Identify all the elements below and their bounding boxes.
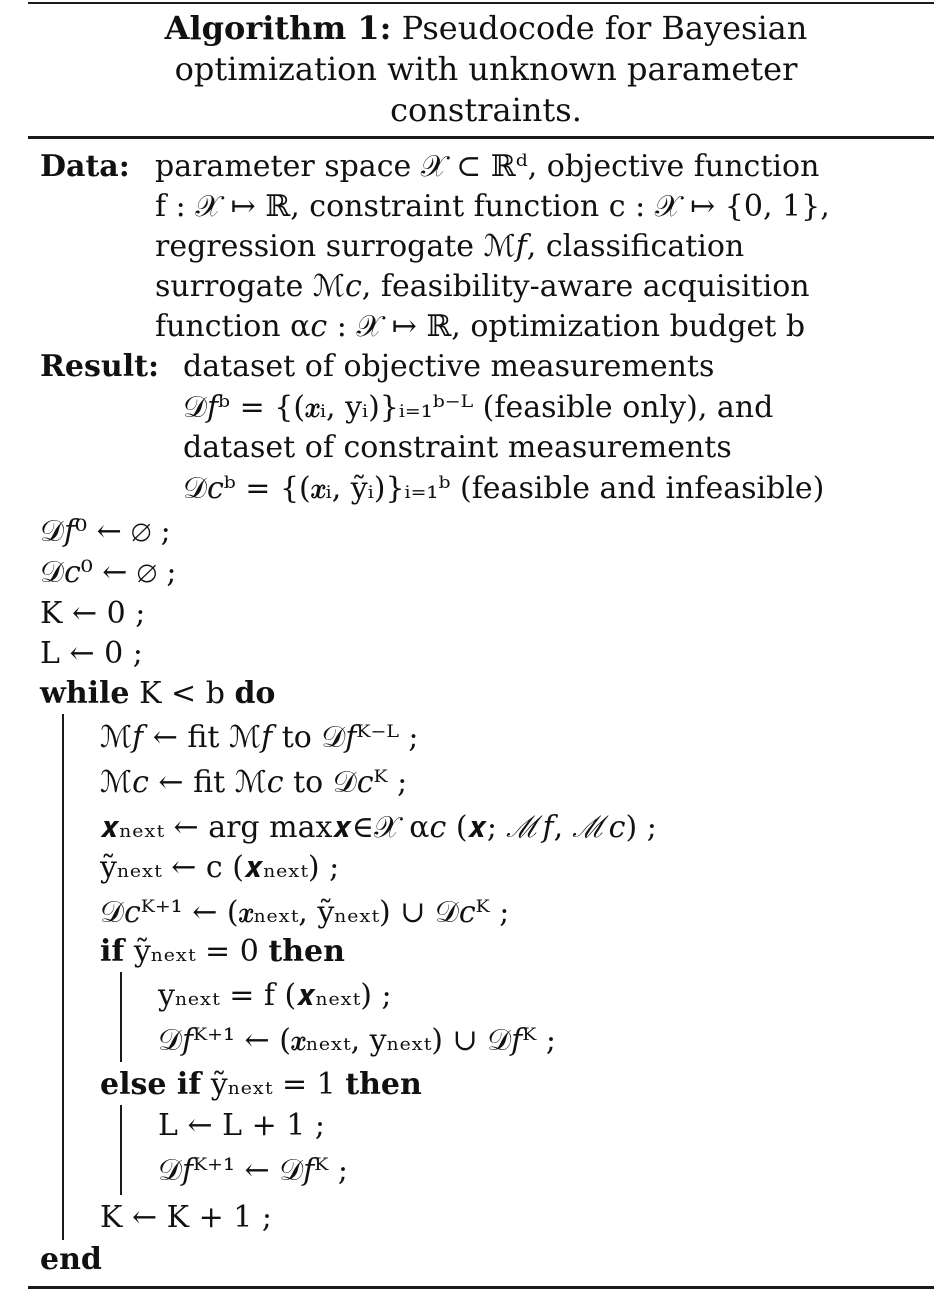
- algorithm-label: Algorithm 1:: [164, 9, 392, 47]
- elseif-line-1: L ← L + 1 ;: [158, 1108, 325, 1143]
- init-line-3: K ← 0 ;: [40, 596, 146, 631]
- init-line-2: 𝒟𝑐⁰ ← ∅ ;: [40, 555, 177, 590]
- init-line-4: L ← 0 ;: [40, 636, 143, 671]
- elseif-line-2: 𝒟𝑓ᴷ⁺¹ ← 𝒟𝑓ᴷ ;: [158, 1153, 349, 1188]
- elseif-condition: ỹₙₑₓₜ = 1: [210, 1067, 336, 1102]
- loop-line-3: 𝒙ₙₑₓₜ ← arg max𝒙∈𝒳 α𝑐 (𝒙; ℳ𝑓, ℳ𝑐) ;: [100, 810, 657, 845]
- then-keyword: then: [268, 934, 345, 969]
- algorithm-caption: [60, 8, 912, 131]
- result-line-4: 𝒟𝑐ᵇ = {(𝒙ᵢ, ỹᵢ)}ᵢ₌₁ᵇ (feasible and infeasible): [183, 471, 825, 506]
- while-header: [40, 674, 275, 714]
- elseif-keyword: else if: [100, 1067, 202, 1102]
- end-line: [40, 1240, 102, 1280]
- caption-line-1: Pseudocode for Bayesian: [401, 9, 808, 47]
- elseif-header: [100, 1065, 422, 1105]
- loop-line-1: ℳ𝑓 ← fit ℳ𝑓 to 𝒟𝑓ᴷ⁻ᴸ ;: [100, 720, 419, 755]
- caption-rule: [28, 136, 934, 139]
- loop-line-2: ℳ𝑐 ← fit ℳ𝑐 to 𝒟𝑐ᴷ ;: [100, 765, 408, 800]
- while-keyword: while: [40, 676, 130, 711]
- caption-line-3: constraints.: [390, 91, 582, 129]
- data-line-4: surrogate ℳ𝑐, feasibility-aware acquisition: [155, 269, 810, 304]
- while-condition: K < b: [139, 676, 225, 711]
- caption-line-2: optimization with unknown parameter: [174, 50, 798, 88]
- end-keyword: end: [40, 1242, 102, 1277]
- loop-line-4: ỹₙₑₓₜ ← c (𝒙ₙₑₓₜ) ;: [100, 850, 340, 885]
- if-condition: ỹₙₑₓₜ = 0: [133, 934, 259, 969]
- if-line-1: yₙₑₓₜ = f (𝒙ₙₑₓₜ) ;: [158, 978, 392, 1013]
- if-keyword: if: [100, 934, 125, 969]
- top-rule: [28, 2, 934, 4]
- loop-line-5: 𝒟𝑐ᴷ⁺¹ ← (𝒙ₙₑₓₜ, ỹₙₑₓₜ) ∪ 𝒟𝑐ᴷ ;: [100, 895, 510, 930]
- result-line-1: dataset of objective measurements: [183, 349, 715, 384]
- if-body-bar: [120, 972, 122, 1062]
- elseif-then-keyword: then: [345, 1067, 422, 1102]
- result-line-3: dataset of constraint measurements: [183, 430, 732, 465]
- elseif-body-bar: [120, 1105, 122, 1195]
- do-keyword: do: [234, 676, 276, 711]
- while-body-bar: [62, 714, 64, 1240]
- if-line-2: 𝒟𝑓ᴷ⁺¹ ← (𝒙ₙₑₓₜ, yₙₑₓₜ) ∪ 𝒟𝑓ᴷ ;: [158, 1023, 557, 1058]
- data-line-5: function α𝑐 : 𝒳 ↦ ℝ, optimization budget b: [155, 309, 806, 344]
- init-line-1: 𝒟𝑓⁰ ← ∅ ;: [40, 514, 171, 549]
- data-line-2: f : 𝒳 ↦ ℝ, constraint function c : 𝒳 ↦ {0, 1},: [155, 189, 830, 224]
- data-line-1: parameter space 𝒳 ⊂ ℝᵈ, objective function: [155, 149, 820, 184]
- bottom-rule: [28, 1286, 934, 1289]
- data-line-3: regression surrogate ℳ𝑓, classification: [155, 229, 745, 264]
- result-label: Result:: [40, 349, 160, 384]
- increment-line: K ← K + 1 ;: [100, 1200, 272, 1235]
- result-line-2: 𝒟𝑓ᵇ = {(𝒙ᵢ, yᵢ)}ᵢ₌₁ᵇ⁻ᴸ (feasible only), and: [183, 390, 774, 425]
- data-label: Data:: [40, 149, 130, 184]
- if-header: [100, 932, 345, 972]
